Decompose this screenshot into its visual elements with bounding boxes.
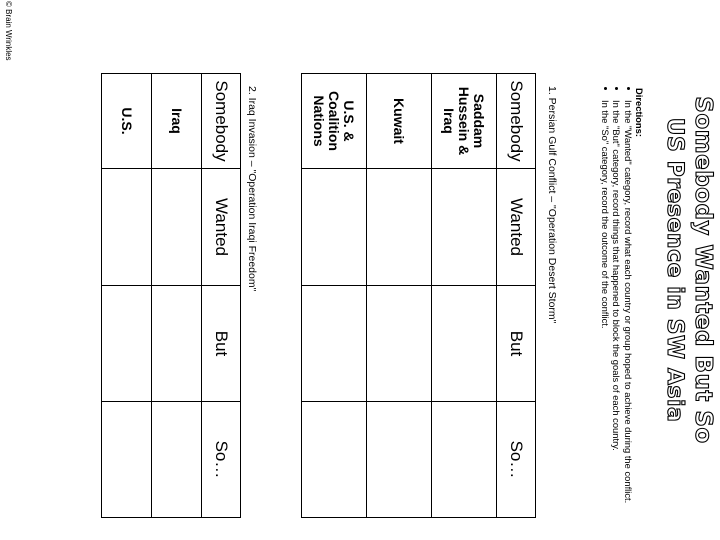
desert-storm-table — [301, 73, 536, 518]
page-subtitle: US Presence in SW Asia — [662, 117, 687, 423]
header-but: But — [497, 286, 536, 402]
iraqi-freedom-table — [101, 73, 241, 518]
cell-but[interactable] — [102, 286, 152, 402]
header-wanted: Wanted — [202, 169, 241, 286]
section-2-heading: 2. Iraq Invasion – "Operation Iraqi Freedom" — [246, 86, 258, 292]
table-row — [302, 74, 367, 518]
table-row — [432, 74, 497, 518]
directions-item-wanted: • In the "Wanted" category, record what each country or group hoped to achieve during the conflict. — [622, 100, 633, 508]
table-header-row — [497, 74, 536, 518]
page-title: Somebody Wanted But So — [690, 96, 716, 444]
cell-but[interactable] — [367, 286, 432, 402]
cell-but[interactable] — [152, 286, 202, 402]
table-row — [102, 74, 152, 518]
cell-so[interactable] — [152, 402, 202, 518]
directions-list — [599, 88, 633, 508]
row-label-kuwait: Kuwait — [367, 74, 432, 169]
row-label-us-coalition: U.S. & Coalition Nations — [302, 74, 367, 169]
row-label-iraq: Iraq — [152, 74, 202, 169]
cell-but[interactable] — [302, 286, 367, 402]
cell-so[interactable] — [367, 402, 432, 518]
table-row — [152, 74, 202, 518]
header-wanted: Wanted — [497, 169, 536, 286]
directions-item-so: • In the "So" category, record the outcome of the conflict. — [599, 100, 610, 508]
header-somebody: Somebody — [497, 74, 536, 169]
cell-wanted[interactable] — [302, 169, 367, 286]
cell-wanted[interactable] — [152, 169, 202, 286]
row-label-us: U.S. — [102, 74, 152, 169]
cell-wanted[interactable] — [432, 169, 497, 286]
cell-wanted[interactable] — [367, 169, 432, 286]
cell-wanted[interactable] — [102, 169, 152, 286]
row-label-saddam-iraq: Saddam Hussein & Iraq — [432, 74, 497, 169]
directions-heading: Directions: — [634, 88, 645, 137]
table-row — [367, 74, 432, 518]
directions-item-but: • In the "But" category, record things that happened to block the goals of each country. — [611, 100, 622, 508]
table-header-row — [202, 74, 241, 518]
cell-so[interactable] — [302, 402, 367, 518]
header-so: So… — [497, 402, 536, 518]
cell-so[interactable] — [102, 402, 152, 518]
header-but: But — [202, 286, 241, 402]
directions-block — [599, 88, 645, 508]
section-1-heading: 1. Persian Gulf Conflict – "Operation Desert Storm" — [546, 86, 558, 324]
header-somebody: Somebody — [202, 74, 241, 169]
cell-but[interactable] — [432, 286, 497, 402]
header-so: So… — [202, 402, 241, 518]
copyright-notice: © Brain Wrinkles — [4, 1, 13, 61]
cell-so[interactable] — [432, 402, 497, 518]
